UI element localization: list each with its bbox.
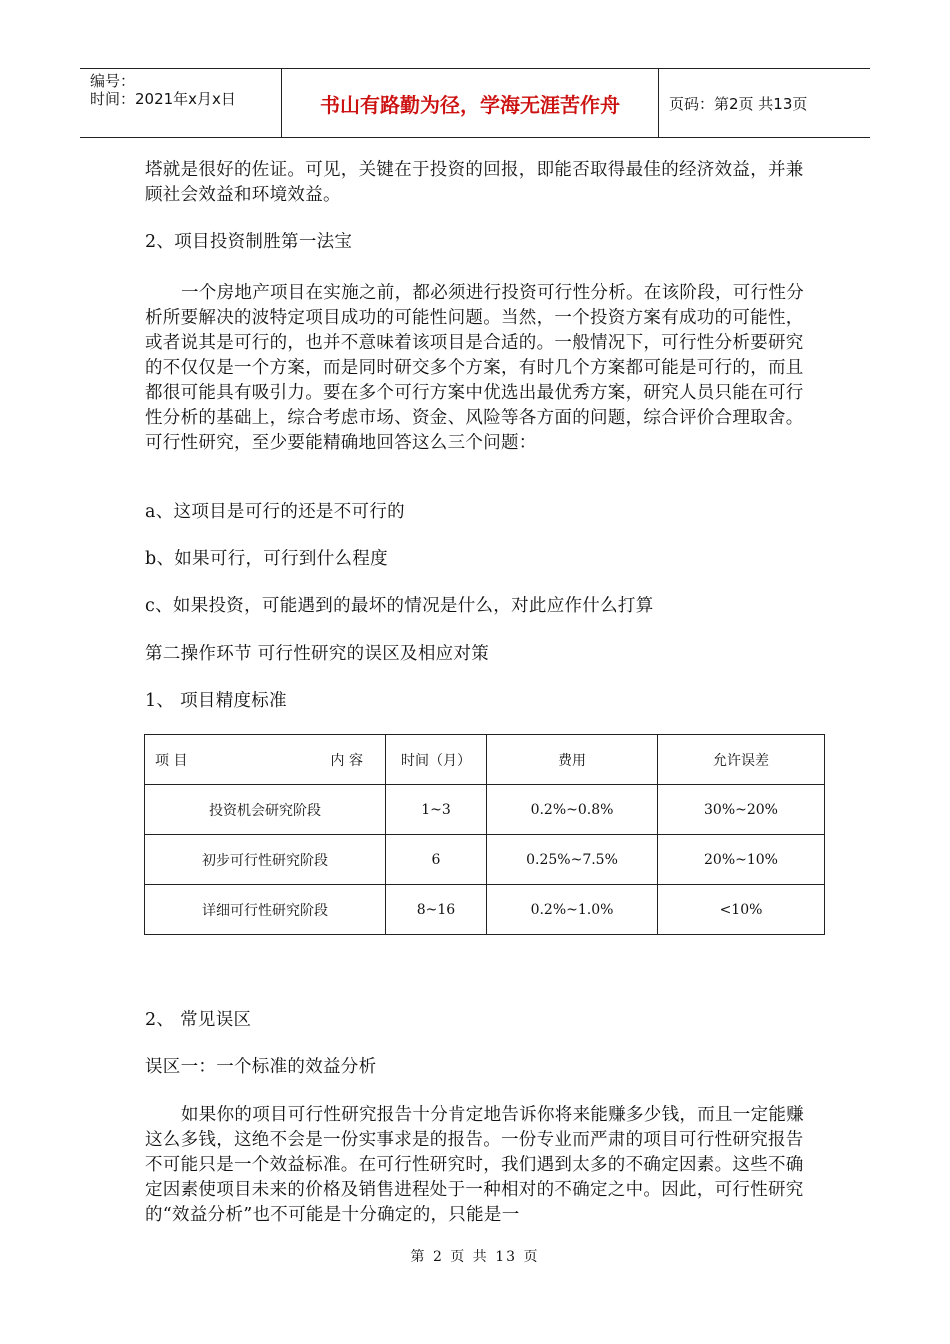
header-page-info: 页码：第2页 共13页 [669, 94, 808, 113]
header-meta [80, 69, 282, 137]
table-row [145, 885, 825, 935]
cell-stage: 详细可行性研究阶段 [145, 885, 386, 935]
header-error: 允许误差 [658, 735, 825, 785]
header-content: 内 容 [330, 752, 363, 769]
paragraph-mistake-one: 如果你的项目可行性研究报告十分肯定地告诉你将来能赚多少钱，而且一定能赚这么多钱，这绝不会是一份实事求是的报告。一份专业而严肃的项目可行性研究报告不可能只是一个效益标准。在可行性研究时，我们遇到太多的不确定因素。这些不确定因素使项目未来的价格及销售进程处于一种相对的不确定之中。因此，可行性研究的“效益分析”也不可能是十分确定的，只能是一 [145, 1105, 804, 1225]
cell-time: 1~3 [386, 785, 487, 835]
cell-cost: 0.2%~0.8% [487, 785, 658, 835]
header-time: 时间：2021年x月x日 [90, 90, 236, 108]
cell-time: 8~16 [386, 885, 487, 935]
question-b: b、如果可行，可行到什么程度 [145, 549, 388, 569]
cell-error: <10% [658, 885, 825, 935]
header-number: 编号： [90, 72, 136, 90]
cell-error: 30%~20% [658, 785, 825, 835]
table-row [145, 835, 825, 885]
question-c: c、如果投资，可能遇到的最坏的情况是什么，对此应作什么打算 [145, 596, 654, 616]
cell-stage: 初步可行性研究阶段 [145, 835, 386, 885]
header-cost: 费用 [487, 735, 658, 785]
cell-cost: 0.25%~7.5% [487, 835, 658, 885]
header-time: 时间（月） [386, 735, 487, 785]
page-footer: 第 2 页 共 13 页 [410, 1249, 540, 1265]
paragraph-3: 一个房地产项目在实施之前，都必须进行投资可行性分析。在该阶段，可行性分析所要解决的波特定项目成功的可能性问题。当然，一个投资方案有成功的可能性，或者说其是可行的，也并不意味着该项目是合适的。一般情况下，可行性分析要研究的不仅仅是一个方案，而是同时研交多个方案，有时几个方案都可能是可行的，而且都很可能具有吸引力。要在多个可行方案中优选出最优秀方案，研究人员只能在可行性分析的基础上，综合考虑市场、资金、风险等各方面的问题，综合评价合理取舍。可行性研究，至少要能精确地回答这么三个问题： [145, 283, 804, 453]
header-cell-item-content [145, 735, 386, 785]
question-a: a、这项目是可行的还是不可行的 [145, 502, 405, 522]
cell-time: 6 [386, 835, 487, 885]
cell-stage: 投资机会研究阶段 [145, 785, 386, 835]
precision-standard-table [144, 734, 825, 935]
mistake-one-heading: 误区一：一个标准的效益分析 [145, 1057, 377, 1077]
subheading-common-mistakes: 2、 常见误区 [145, 1010, 252, 1030]
page-header [80, 68, 870, 138]
section-heading-2: 2、项目投资制胜第一法宝 [145, 232, 353, 252]
paragraph-1: 塔就是很好的佐证。可见，关键在于投资的回报，即能否取得最佳的经济效益，并兼顾社会效益和环境效益。 [145, 160, 804, 205]
header-motto: 书山有路勤为径，学海无涯苦作舟 [282, 69, 659, 137]
cell-cost: 0.2%~1.0% [487, 885, 658, 935]
table-header-row [145, 735, 825, 785]
section-heading-operation: 第二操作环节 可行性研究的误区及相应对策 [145, 644, 490, 664]
subheading-precision: 1、 项目精度标准 [145, 691, 287, 711]
cell-error: 20%~10% [658, 835, 825, 885]
table-row [145, 785, 825, 835]
header-item: 项 目 [155, 752, 188, 769]
